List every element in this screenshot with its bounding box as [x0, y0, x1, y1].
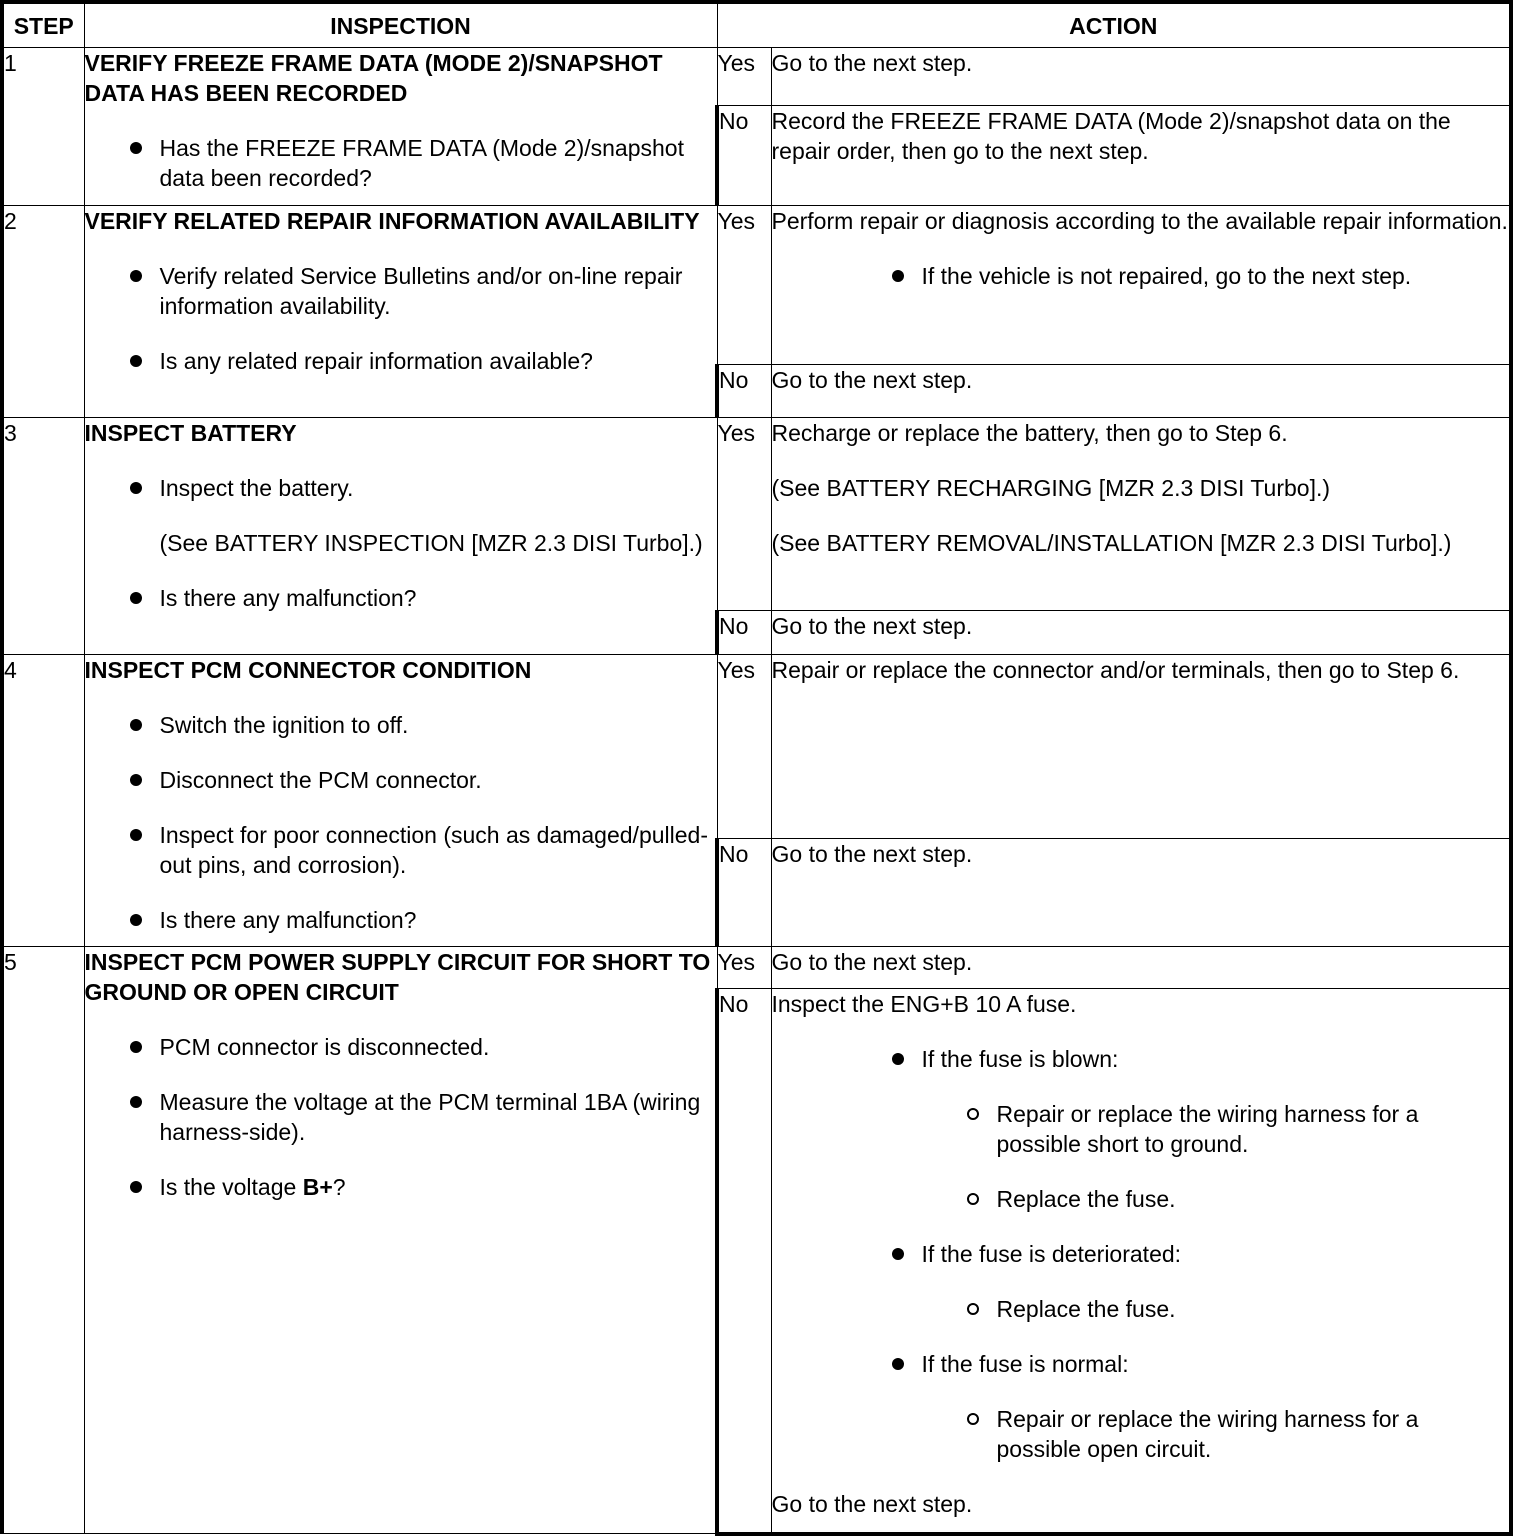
inspection-bullet: Inspect for poor connection (such as damaged/pulled-out pins, and corrosion).: [85, 820, 716, 880]
step-number: 1: [2, 48, 84, 206]
step-number: 3: [2, 418, 84, 655]
inspection-bullet: [85, 1172, 716, 1202]
step-title: VERIFY RELATED REPAIR INFORMATION AVAILABILITY: [84, 208, 700, 234]
step-title: INSPECT PCM POWER SUPPLY CIRCUIT FOR SHORT TO GROUND OR OPEN CIRCUIT: [84, 949, 711, 1005]
header-inspection: INSPECTION: [84, 2, 717, 48]
inspection-cell: [84, 206, 717, 418]
inspection-bullet: Inspect the battery.: [85, 473, 716, 503]
action-sub-bullet: Replace the fuse.: [772, 1184, 1510, 1214]
yes-action-cell: [771, 418, 1511, 611]
yes-action: Go to the next step.: [771, 947, 1511, 989]
action-bullet: If the fuse is normal:: [772, 1349, 1510, 1379]
no-label: No: [717, 989, 771, 1534]
no-action-cell: [771, 989, 1511, 1534]
yes-label: Yes: [717, 655, 771, 839]
question-mark: ?: [332, 1174, 346, 1200]
question-text: Is the voltage: [159, 1174, 303, 1200]
yes-label: Yes: [717, 206, 771, 365]
yes-action: Go to the next step.: [771, 48, 1511, 106]
yes-action: Repair or replace the connector and/or terminals, then go to Step 6.: [771, 655, 1511, 839]
step-number: 5: [2, 947, 84, 1534]
yes-label: Yes: [717, 418, 771, 611]
header-action: ACTION: [717, 2, 1511, 48]
no-label: No: [717, 839, 771, 947]
final-action: Go to the next step.: [771, 1491, 973, 1517]
inspection-bullet: Has the FREEZE FRAME DATA (Mode 2)/snapshot data been recorded?: [85, 133, 716, 193]
inspection-bullet: PCM connector is disconnected.: [85, 1032, 716, 1062]
inspection-bullet: Is there any malfunction?: [85, 583, 716, 613]
no-label: No: [717, 365, 771, 418]
action-bullet: If the vehicle is not repaired, go to the next step.: [772, 261, 1510, 291]
action-sub-bullet: Repair or replace the wiring harness for a possible open circuit.: [772, 1404, 1510, 1464]
no-action: Go to the next step.: [771, 611, 1511, 655]
inspection-bullet: Switch the ignition to off.: [85, 710, 716, 740]
inspection-cell: [84, 48, 717, 206]
yes-action-cell: [771, 206, 1511, 365]
yes-action: Recharge or replace the battery, then go to Step 6.: [771, 420, 1288, 446]
no-label: No: [717, 611, 771, 655]
inspection-cell: [84, 655, 717, 947]
yes-action: Perform repair or diagnosis according to the available repair information.: [771, 208, 1508, 234]
step-title: INSPECT PCM CONNECTOR CONDITION: [84, 657, 532, 683]
no-action: Go to the next step.: [771, 365, 1511, 418]
action-bullet: If the fuse is blown:: [772, 1044, 1510, 1074]
step-title: VERIFY FREEZE FRAME DATA (MODE 2)/SNAPSHOT DATA HAS BEEN RECORDED: [84, 50, 663, 106]
reference-link[interactable]: (See BATTERY INSPECTION [MZR 2.3 DISI Turbo].): [159, 530, 703, 556]
step-5-row: [2, 947, 1511, 989]
step-number: 2: [2, 206, 84, 418]
inspection-cell: [84, 418, 717, 655]
inspection-bullet: Verify related Service Bulletins and/or on-line repair information availability.: [85, 261, 716, 321]
yes-label: Yes: [717, 947, 771, 989]
yes-label: Yes: [717, 48, 771, 106]
reference-link[interactable]: (See BATTERY REMOVAL/INSTALLATION [MZR 2.3 DISI Turbo].): [771, 530, 1452, 556]
no-label: No: [717, 106, 771, 206]
inspection-bullet: Is there any malfunction?: [85, 905, 716, 935]
no-action: Go to the next step.: [771, 839, 1511, 947]
inspection-cell: [84, 947, 717, 1534]
step-1-row: [2, 48, 1511, 106]
step-2-row: [2, 206, 1511, 365]
no-action: Record the FREEZE FRAME DATA (Mode 2)/snapshot data on the repair order, then go to the next step.: [771, 106, 1511, 206]
step-number: 4: [2, 655, 84, 947]
inspection-bullet: Is any related repair information available?: [85, 346, 716, 376]
inspection-bullet: Disconnect the PCM connector.: [85, 765, 716, 795]
reference-link[interactable]: (See BATTERY RECHARGING [MZR 2.3 DISI Turbo].): [771, 475, 1331, 501]
voltage-value: B+: [302, 1174, 333, 1200]
action-sub-bullet: Repair or replace the wiring harness for a possible short to ground.: [772, 1099, 1510, 1159]
action-bullet: If the fuse is deteriorated:: [772, 1239, 1510, 1269]
step-title: INSPECT BATTERY: [84, 420, 297, 446]
step-3-row: [2, 418, 1511, 611]
step-4-row: [2, 655, 1511, 839]
header-step: STEP: [2, 2, 84, 48]
header-row: [2, 2, 1511, 48]
inspection-bullet: Measure the voltage at the PCM terminal 1BA (wiring harness-side).: [85, 1087, 716, 1147]
no-action: Inspect the ENG+B 10 A fuse.: [771, 991, 1077, 1017]
action-sub-bullet: Replace the fuse.: [772, 1294, 1510, 1324]
